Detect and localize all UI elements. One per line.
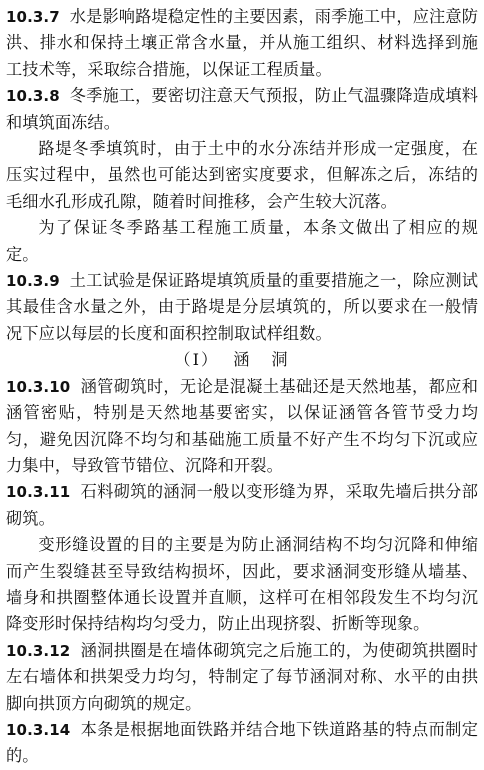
clause-text: 土工试验是保证路堤填筑质量的重要措施之一，除应测试其最佳含水量之外，由于路堤是分层填筑的，所以要求在一般情况下应以每层的长度和面积控制取试样组数。	[6, 271, 478, 343]
clause-text: 涵管砌筑时，无论是混凝土基础还是天然地基，都应和涵管密贴，特别是天然地基要密实，以保证涵管各管节受力均匀，避免因沉降不均匀和基础施工质量不好产生不均匀下沉或应力集中，导致管节错位、沉降和开裂。	[6, 376, 478, 475]
paragraph-text: 变形缝设置的目的主要是为防止涵洞结构不均匀沉降和伸缩而产生裂缝甚至导致结构损坏，因此，要求涵洞变形缝从墙基、墙身和拱圈整体通长设置并直顺，这样可在相邻段发生不均匀沉降变形时保持结构均匀受力，防止出现挤裂、折断等现象。	[6, 535, 478, 634]
clause-number: 10.3.11	[6, 483, 71, 502]
clause-10-3-9	[6, 268, 478, 347]
section-roman-numeral: （Ⅰ）	[174, 350, 220, 370]
clause-number: 10.3.8	[6, 87, 60, 106]
clause-10-3-7	[6, 4, 478, 83]
paragraph-text: 路堤冬季填筑时，由于土中的水分冻结并形成一定强度，在压实过程中，虽然也可能达到密实度要求，但解冻之后，冻结的毛细水孔形成孔隙，随着时间推移，会产生较大沉落。	[6, 139, 478, 211]
clause-text: 水是影响路堤稳定性的主要因素，雨季施工中，应注意防洪、排水和保持土壤正常含水量，并从施工组织、材料选择到施工技术等，采取综合措施，以保证工程质量。	[6, 7, 478, 79]
paragraph-text: 为了保证冬季路基工程施工质量，本条文做出了相应的规定。	[6, 218, 478, 264]
explanation-paragraph	[6, 136, 478, 215]
clause-text: 冬季施工，要密切注意天气预报，防止气温骤降造成填料和填筑面冻结。	[6, 86, 478, 132]
section-title: 涵洞	[233, 350, 310, 370]
explanation-paragraph	[6, 215, 478, 268]
clause-10-3-14	[6, 717, 478, 770]
section-heading	[6, 347, 478, 373]
clause-text: 本条是根据地面铁路并结合地下铁道路基的特点而制定的。	[6, 719, 478, 766]
clause-number: 10.3.9	[6, 272, 60, 291]
clause-number: 10.3.10	[6, 377, 71, 396]
clause-number: 10.3.14	[6, 720, 71, 739]
clause-text: 涵洞拱圈是在墙体砌筑完之后施工的，为使砌筑拱圈时左右墙体和拱架受力均匀，特制定了每节涵洞对称、水平的由拱脚向拱顶方向砌筑的规定。	[6, 640, 478, 713]
clause-10-3-12	[6, 638, 478, 717]
clause-10-3-11	[6, 479, 478, 532]
clause-number: 10.3.7	[6, 8, 60, 26]
clause-10-3-8	[6, 83, 478, 136]
clause-number: 10.3.12	[6, 641, 71, 660]
clause-10-3-10	[6, 374, 478, 480]
clause-text: 石料砌筑的涵洞一般以变形缝为界，采取先墙后拱分部砌筑。	[6, 482, 478, 528]
explanation-paragraph	[6, 532, 478, 638]
